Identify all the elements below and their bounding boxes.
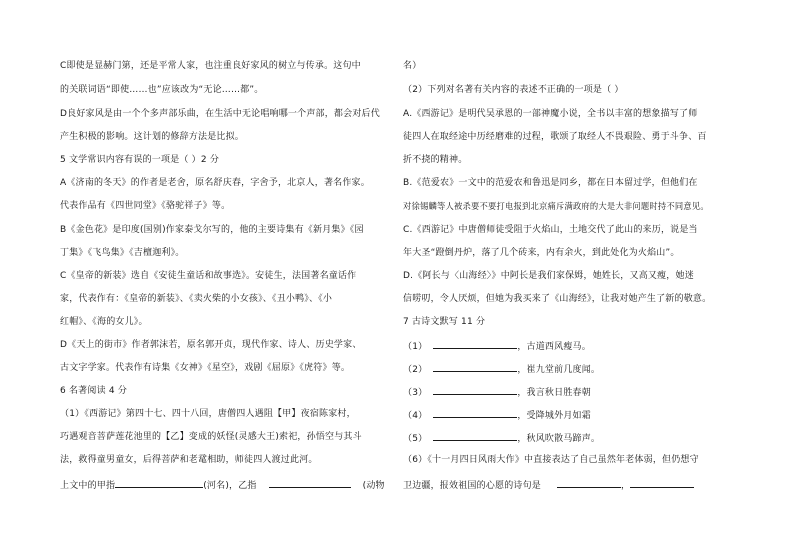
poem-text: ，古道西风瘦马。 bbox=[517, 342, 591, 352]
question-heading: （2）下列对名著有关内容的表述不正确的一项是（ ） bbox=[403, 85, 624, 95]
poem-text: ，受降城外月如霜 bbox=[517, 411, 591, 421]
answer-prompt: (动物 bbox=[362, 481, 385, 491]
text-line: 徒四人在取经途中历经磨难的过程，歌颂了取经人不畏艰险、勇于斗争、百 bbox=[403, 132, 707, 142]
question-heading: 6 名著阅读 4 分 bbox=[60, 386, 128, 396]
poem-number: （3） bbox=[403, 388, 428, 398]
option-c: C.《西游记》中唐僧师徒受阻于火焰山，土地交代了此山的来历，说是当 bbox=[403, 225, 698, 235]
answer-prompt: (河名)，乙指 bbox=[203, 481, 257, 491]
text-line: 古文字学家。代表作有诗集《女神》《星空》，戏剧《屈原》《虎符》等。 bbox=[60, 363, 351, 373]
text-line: 年大圣“蹬倒丹炉，落了几个砖来，内有余火，到此处化为火焰山”。 bbox=[403, 248, 680, 258]
text-line: 家，代表作有：《皇帝的新装》、《卖火柴的小女孩》、《丑小鸭》、《小 bbox=[60, 294, 333, 304]
text-line: 巧遇观音菩萨莲花池里的【乙】变成的妖怪(灵感大王)索祀，孙悟空与其斗 bbox=[60, 432, 362, 442]
poem-blank[interactable] bbox=[630, 478, 694, 488]
text-line: 代表作品有《四世同堂》《骆驼祥子》等。 bbox=[60, 201, 231, 211]
poem-number: （2） bbox=[403, 365, 428, 375]
text-line: （6）《十一月四日风雨大作》中直接表达了自己虽然年老体弱，但仍想守 bbox=[403, 455, 699, 465]
text-line: 的关联词语“即使……也”应该改为“无论……都”。 bbox=[60, 85, 264, 95]
poem-line bbox=[403, 362, 600, 376]
poem-blank[interactable] bbox=[433, 385, 517, 395]
text-line: D良好家风是由一个个多声部乐曲，在生活中无论唱响哪一个声部，都会对后代 bbox=[60, 109, 380, 119]
poem-text: ，崔九堂前几度闻。 bbox=[517, 365, 601, 375]
answer-line bbox=[60, 478, 385, 492]
option-d: D.《阿长与〈山海经〉》中阿长是我们家保姆，她姓长，又高又瘦，她迷 bbox=[403, 271, 694, 281]
option-a: A《济南的冬天》的作者是老舍，原名舒庆春，字舍予，北京人，著名作家。 bbox=[60, 178, 370, 188]
question-heading: 5 文学常识内容有误的一项是（ ）2 分 bbox=[60, 155, 220, 165]
poem-line bbox=[403, 385, 591, 399]
question-heading: 7 古诗文默写 11 分 bbox=[403, 317, 486, 327]
text-line: 红帽》、《海的女儿》。 bbox=[60, 317, 148, 327]
poem-blank[interactable] bbox=[557, 478, 621, 488]
poem-line bbox=[403, 408, 591, 422]
poem-blank[interactable] bbox=[433, 362, 517, 372]
answer-blank[interactable] bbox=[115, 478, 203, 488]
poem-text: ，我言秋日胜春朝 bbox=[517, 388, 591, 398]
poem-line bbox=[403, 478, 694, 492]
text-line: 折不挠的精神。 bbox=[403, 155, 468, 165]
poem-blank[interactable] bbox=[433, 339, 517, 349]
answer-prompt: 上文中的甲指 bbox=[60, 481, 116, 491]
option-a: A.《西游记》是明代吴承恩的一部神魔小说，全书以丰富的想象描写了师 bbox=[403, 109, 698, 119]
poem-prompt: 卫边疆，报效祖国的心愿的诗句是 bbox=[403, 481, 542, 491]
poem-number: （1） bbox=[403, 342, 428, 352]
poem-number: （4） bbox=[403, 411, 428, 421]
text-line: 对徐锡麟等人被杀要不要打电报到北京痛斥满政府的大是大非问题时持不同意见。 bbox=[403, 201, 709, 211]
poem-number: （5） bbox=[403, 434, 428, 444]
option-c: C《皇帝的新装》选自《安徒生童话和故事选》。安徒生，法国著名童话作 bbox=[60, 271, 357, 281]
answer-blank[interactable] bbox=[269, 478, 351, 488]
text-line: 产生积极的影响。这计划的修辞方法是比拟。 bbox=[60, 132, 245, 142]
option-d: D《天上的街市》作者郭沫若，原名郭开贞，现代作家、诗人、历史学家、 bbox=[60, 340, 362, 350]
text-line: 名） bbox=[403, 61, 422, 71]
text-line: （1）《西游记》第四十七、四十八回，唐僧四人遇阻【甲】夜宿陈家村， bbox=[60, 409, 356, 419]
text-line: C即使是显赫门第，还是平常人家，也注重良好家风的树立与传承。这句中 bbox=[60, 61, 361, 71]
text-line: 信唠叨，令人厌烦，但她为我买来了《山海经》，让我对她产生了新的敬意。 bbox=[403, 294, 712, 304]
poem-text: ，秋风吹散马蹄声。 bbox=[517, 434, 601, 444]
poem-comma: ， bbox=[621, 481, 631, 491]
text-line: 法，救得童男童女，后得菩萨和老鼋相助，师徒四人渡过此河。 bbox=[60, 455, 318, 465]
poem-line bbox=[403, 339, 591, 353]
text-line: 丁集》《飞鸟集》《吉檀迦利》。 bbox=[60, 248, 185, 258]
option-b: B《金色花》是印度(国别)作家泰戈尔写的，他的主要诗集有《新月集》《园 bbox=[60, 225, 364, 235]
poem-blank[interactable] bbox=[433, 431, 517, 441]
option-b: B.《范爱农》一文中的范爱农和鲁迅是同乡，都在日本留过学，但他们在 bbox=[403, 178, 698, 188]
poem-line bbox=[403, 431, 600, 445]
poem-blank[interactable] bbox=[433, 408, 517, 418]
